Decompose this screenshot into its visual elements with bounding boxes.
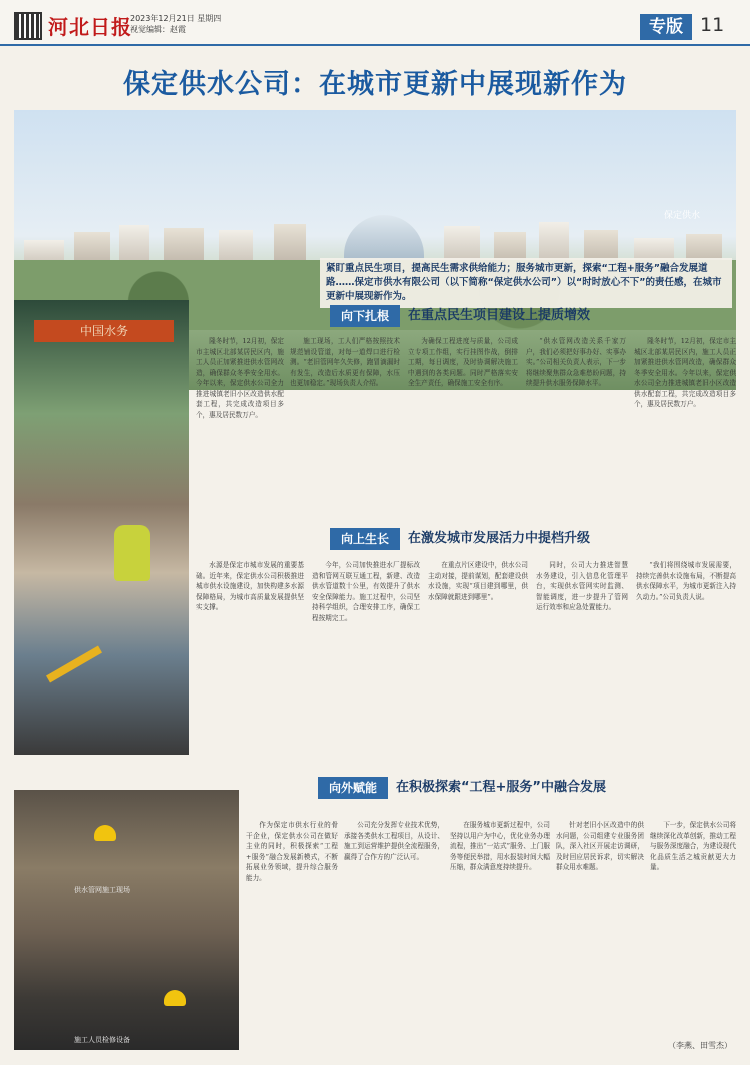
article-paragraph: 在服务城市更新过程中，公司坚持以用户为中心，优化业务办理流程，推出“一站式”服务、上门服务等便民举措，用水报装时间大幅压缩，群众满意度持续提升。: [450, 821, 550, 871]
article-column: [536, 560, 628, 750]
article-paragraph: 为确保工程进度与质量，公司成立专项工作组，实行挂图作战，倒排工期，每日调度，及时协调解决施工中遇到的各类问题。同时严格落实安全生产责任，确保施工安全有序。: [408, 337, 518, 387]
section-title: 在积极探索“工程+服务”中融合发展: [396, 780, 606, 795]
qr-code-icon: [16, 14, 40, 38]
article-column: [312, 560, 420, 750]
article-paragraph: 针对老旧小区改造中的供水问题，公司组建专业服务团队，深入社区开展走访调研，及时回应居民诉求，切实解决群众用水难题。: [556, 821, 644, 871]
article-column: [634, 336, 736, 531]
issue-date: 2023年12月21日 星期四: [130, 14, 222, 23]
article-column: [196, 336, 284, 531]
article-column: [636, 560, 736, 750]
article-paragraph: “供水管网改造关系千家万户，我们必须把好事办好、实事办实。”公司相关负责人表示，下一步将继续聚焦群众急难愁盼问题，持续提升供水服务保障水平。: [526, 337, 626, 387]
article-paragraph: 今年，公司加快推进水厂提标改造和管网互联互通工程，新建、改造供水管道数十公里，有效提升了供水安全保障能力。施工过程中，公司坚持科学组织，合理安排工序，确保工程按期完工。: [312, 561, 420, 622]
crane-figure: [46, 646, 102, 683]
article-column: [196, 560, 304, 750]
page-number: 11: [700, 14, 725, 36]
bottom-photo: [14, 790, 239, 1050]
left-photo-strip: [14, 300, 189, 755]
article-column: [526, 336, 626, 531]
section-tag: 向上生长: [330, 528, 400, 550]
section-header-2: [330, 528, 735, 550]
article-paragraph: 同时，公司大力推进智慧水务建设，引入信息化管理平台，实现供水管网实时监测、智能调度，进一步提升了管网运行效率和应急处置能力。: [536, 561, 628, 611]
photo-caption: 供水管网施工现场: [74, 886, 130, 894]
article-paragraph: 水源是保定市城市发展的重要基础。近年来，保定供水公司积极推进城市供水设施建设，加快构建多水源保障格局，为城市高质量发展提供坚实支撑。: [196, 561, 304, 611]
intro-summary: 紧盯重点民生项目，提高民生需求供给能力；服务城市更新，探索“工程+服务”融合发展道路……保定市供水有限公司（以下简称“保定供水公司”）以“时时放心不下”的责任感，在城市更新中展现新作为。: [320, 258, 732, 308]
article-paragraph: 隆冬时节，12月初，保定市主城区北部某居民区内，施工人员正加紧推进供水管网改造，确保群众冬季安全用水。今年以来，保定供水公司全力推进城镇老旧小区改造供水配套工程，共完成改造项目多个，惠及居民数万户。: [196, 337, 284, 419]
photo-sign: 中国水务: [34, 320, 174, 342]
article-paragraph: 作为保定市供水行业的骨干企业，保定供水公司在做好主业的同时，积极探索“工程+服务”融合发展新模式，不断拓展业务领域，提升综合服务能力。: [246, 821, 338, 882]
editor-credit: 视觉编辑：赵霞: [130, 25, 186, 34]
section-tag: 向外赋能: [318, 777, 388, 799]
page-headline: 保定供水公司：在城市更新中展现新作为: [123, 69, 627, 100]
article-column: [408, 336, 518, 531]
article-paragraph: 在重点片区建设中，供水公司主动对接，提前谋划，配套建设供水设施，实现“项目建到哪里，供水保障就跟进到哪里”。: [428, 561, 528, 601]
article-column: [290, 336, 400, 531]
article-column: [450, 820, 550, 1050]
photo-watermark: 保定供水: [664, 211, 701, 221]
article-column: [556, 820, 644, 1050]
section-title: 在激发城市发展活力中提档升级: [408, 531, 591, 546]
section-tag: 向下扎根: [330, 305, 400, 327]
author-byline: （李燕、田雪杰）: [668, 1041, 732, 1050]
article-column: [428, 560, 528, 750]
section-header-1: [330, 305, 735, 327]
header-meta: [130, 13, 221, 35]
section-title: 在重点民生项目建设上提质增效: [408, 308, 591, 323]
hardhat-icon: [94, 825, 116, 841]
article-paragraph: 下一步，保定供水公司将继续深化改革创新，推动工程与服务深度融合，为建设现代化品质生活之城贡献更大力量。: [650, 821, 736, 871]
section-badge: 专版: [640, 14, 692, 40]
article-column: [650, 820, 736, 1035]
article-paragraph: 公司充分发挥专业技术优势，承接各类供水工程项目，从设计、施工到运营维护提供全流程服务，赢得了合作方的广泛认可。: [344, 821, 444, 861]
article-column: [344, 820, 444, 1050]
article-column: [246, 820, 338, 1050]
section-header-3: [318, 777, 735, 799]
page-header: [0, 0, 750, 46]
article-paragraph: “我们将围绕城市发展需要，持续完善供水设施布局，不断提高供水保障水平，为城市更新注入持久动力。”公司负责人说。: [636, 561, 736, 601]
hardhat-icon: [164, 990, 186, 1006]
article-paragraph: 施工现场，工人们严格按照技术规范铺设管道，对每一道焊口进行检测。“老旧管网年久失修，跑冒滴漏时有发生，改造后水质更有保障，水压也更加稳定。”现场负责人介绍。: [290, 337, 400, 387]
worker-figure: [114, 525, 150, 581]
newspaper-logo: 河北日报: [48, 15, 132, 39]
article-paragraph: 隆冬时节，12月初，保定市主城区北部某居民区内，施工人员正加紧推进供水管网改造，确保群众冬季安全用水。今年以来，保定供水公司全力推进城镇老旧小区改造供水配套工程，共完成改造项目多个，惠及居民数万户。: [634, 337, 736, 408]
photo-caption: 施工人员检修设备: [74, 1036, 130, 1044]
